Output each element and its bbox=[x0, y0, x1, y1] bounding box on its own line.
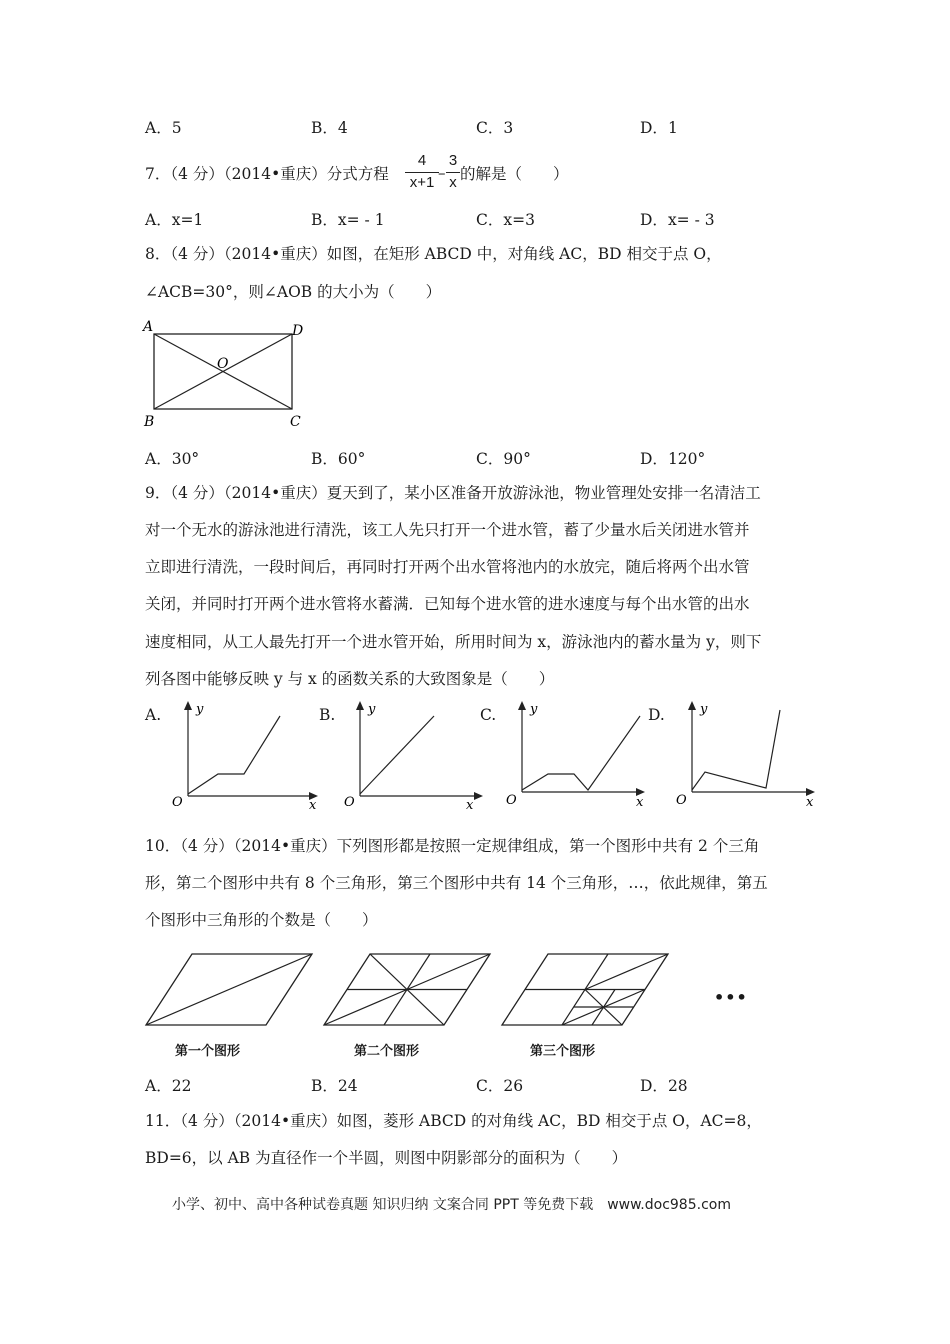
q9-graph-c-y-label: y bbox=[530, 702, 538, 717]
q9-graph-letter-c: C. bbox=[480, 706, 497, 724]
q8-option-a: A．30° bbox=[145, 450, 200, 468]
q10-caption-2: 第二个图形 bbox=[354, 1044, 420, 1059]
q6-option-a: A．5 bbox=[145, 119, 182, 137]
q10-ellipsis: ••• bbox=[714, 988, 748, 1007]
q9-graph-letter-d: D. bbox=[648, 706, 665, 724]
q7-prefix: 7．（4 分）（2014•重庆）分式方程 bbox=[145, 165, 389, 183]
q7-fraction2-denominator: x bbox=[449, 174, 457, 191]
q9-graph-a bbox=[168, 696, 328, 812]
q10-figure-2 bbox=[318, 948, 498, 1030]
q9-graph-letter-b: B. bbox=[319, 706, 336, 724]
q7-option-d: D．x= - 3 bbox=[640, 211, 715, 229]
q7-fraction1-bar bbox=[405, 172, 439, 173]
q7-suffix: 的解是（ ） bbox=[460, 165, 569, 183]
q10-line-2: 形，第二个图形中共有 8 个三角形，第三个图形中共有 14 个三角形，…，依此规律，第五 bbox=[145, 874, 768, 892]
q11-line-2: BD=6，以 AB 为直径作一个半圆，则图中阴影部分的面积为（ ） bbox=[145, 1149, 628, 1167]
q10-figure-3 bbox=[496, 948, 676, 1030]
q9-graph-b-x-label: x bbox=[466, 798, 474, 812]
q9-graph-d-x-label: x bbox=[806, 795, 814, 810]
q6-option-d: D．1 bbox=[640, 119, 678, 137]
q10-line-3: 个图形中三角形的个数是（ ） bbox=[145, 911, 378, 929]
q9-graph-a-origin: O bbox=[172, 795, 183, 810]
q9-line-4: 关闭，并同时打开两个进水管将水蓄满．已知每个进水管的进水速度与每个出水管的出水 bbox=[145, 595, 750, 613]
q8-option-b: B．60° bbox=[311, 450, 366, 468]
q8-label-o: O bbox=[217, 356, 229, 372]
q10-option-c: C．26 bbox=[476, 1077, 524, 1095]
page-footer: 小学、初中、高中各种试卷真题 知识归纳 文案合同 PPT 等免费下载 www.doc985.com bbox=[172, 1197, 731, 1213]
q9-graph-b-origin: O bbox=[344, 795, 355, 810]
q9-line-3: 立即进行清洗，一段时间后，再同时打开两个出水管将池内的水放完，随后将两个出水管 bbox=[145, 558, 750, 576]
q9-graph-d-y-label: y bbox=[700, 702, 708, 717]
q9-graph-c-origin: O bbox=[506, 793, 517, 808]
q8-option-c: C．90° bbox=[476, 450, 531, 468]
q6-option-c: C．3 bbox=[476, 119, 514, 137]
q8-line-2: ∠ACB=30°，则∠AOB 的大小为（ ） bbox=[145, 283, 442, 301]
q8-line-1: 8．（4 分）（2014•重庆）如图，在矩形 ABCD 中，对角线 AC，BD 相交于点 O， bbox=[145, 245, 722, 263]
q8-label-d: D bbox=[292, 323, 304, 339]
q7-fraction1-numerator: 4 bbox=[417, 152, 427, 169]
q9-graph-a-y-label: y bbox=[196, 702, 204, 717]
q7-option-c: C．x=3 bbox=[476, 211, 535, 229]
q7-fraction2-bar bbox=[446, 172, 460, 173]
q9-graph-a-x-label: x bbox=[309, 798, 317, 812]
q8-rectangle-figure bbox=[140, 316, 320, 432]
q10-caption-1: 第一个图形 bbox=[175, 1044, 241, 1059]
q10-option-a: A．22 bbox=[145, 1077, 192, 1095]
q9-graph-c-x-label: x bbox=[636, 795, 644, 810]
q11-line-1: 11．（4 分）（2014•重庆）如图，菱形 ABCD 的对角线 AC，BD 相交于点 O，AC=8， bbox=[145, 1112, 762, 1130]
q9-graph-b-y-label: y bbox=[368, 702, 376, 717]
q9-graph-b bbox=[340, 696, 490, 812]
q9-line-2: 对一个无水的游泳池进行清洗，该工人先只打开一个进水管，蓄了少量水后关闭进水管并 bbox=[145, 521, 750, 539]
q9-line-1: 9．（4 分）（2014•重庆）夏天到了，某小区准备开放游泳池，物业管理处安排一名清洁工 bbox=[145, 484, 761, 502]
q9-graph-c bbox=[502, 696, 652, 812]
q8-label-c: C bbox=[290, 414, 301, 430]
q9-graph-letter-a: A. bbox=[145, 706, 162, 724]
q6-option-b: B．4 bbox=[311, 119, 348, 137]
q9-graph-d bbox=[672, 696, 822, 812]
q10-line-1: 10．（4 分）（2014•重庆）下列图形都是按照一定规律组成，第一个图形中共有 2 个三角 bbox=[145, 837, 760, 855]
q10-option-b: B．24 bbox=[311, 1077, 358, 1095]
q10-caption-3: 第三个图形 bbox=[530, 1044, 596, 1059]
q8-option-d: D．120° bbox=[640, 450, 706, 468]
q7-fraction1-denominator: x+1 bbox=[409, 174, 435, 191]
q7-fraction2-numerator: 3 bbox=[448, 152, 458, 169]
q8-label-b: B bbox=[144, 414, 155, 430]
q9-line-5: 速度相同，从工人最先打开一个进水管开始，所用时间为 x，游泳池内的蓄水量为 y，则下 bbox=[145, 633, 762, 651]
q10-option-d: D．28 bbox=[640, 1077, 688, 1095]
q10-figure-1 bbox=[140, 948, 320, 1030]
q9-graph-d-origin: O bbox=[676, 793, 687, 808]
q8-label-a: A bbox=[143, 319, 154, 335]
q7-minus: – bbox=[438, 164, 446, 182]
q7-option-a: A．x=1 bbox=[145, 211, 204, 229]
q7-option-b: B．x= - 1 bbox=[311, 211, 385, 229]
q9-line-6: 列各图中能够反映 y 与 x 的函数关系的大致图象是（ ） bbox=[145, 670, 555, 688]
